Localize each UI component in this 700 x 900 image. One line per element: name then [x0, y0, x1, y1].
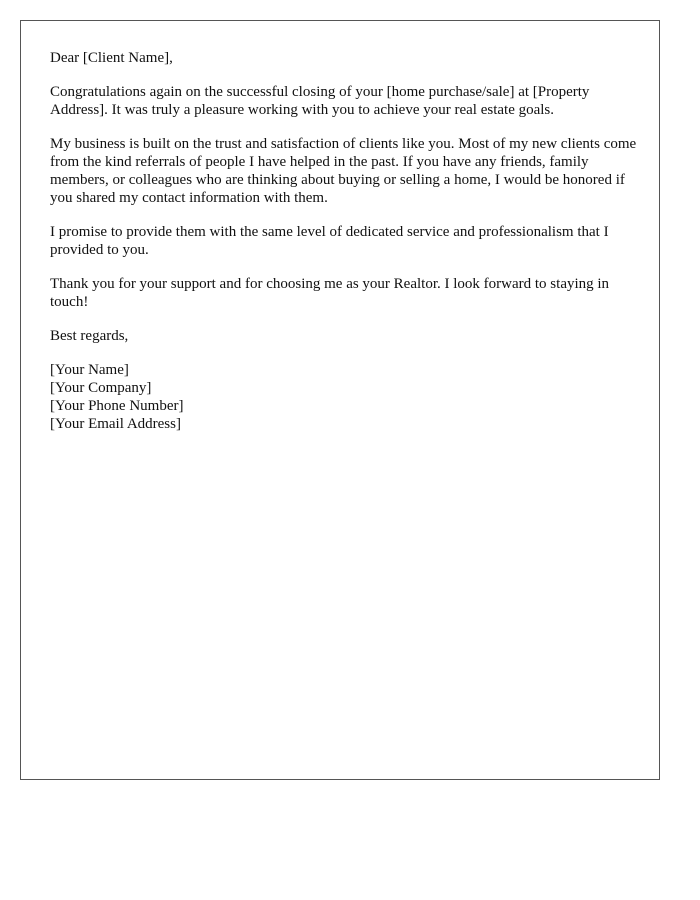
- signature-name: [Your Name]: [50, 362, 129, 378]
- paragraph-congratulations: Congratulations again on the successful closing of your [home purchase/sale] at [Property Address]. It was truly a pleasure working with you to achieve your real estate goals.: [50, 84, 590, 118]
- paragraph-thank-you: Thank you for your support and for choosing me as your Realtor. I look forward to staying in touch!: [50, 276, 610, 310]
- signature-company: [Your Company]: [50, 380, 152, 396]
- salutation: Dear [Client Name],: [50, 50, 173, 66]
- letter-page: [20, 20, 660, 780]
- signature-block: [50, 361, 640, 433]
- paragraph-promise: I promise to provide them with the same level of dedicated service and professionalism that I provided to you.: [50, 224, 609, 258]
- closing: Best regards,: [50, 328, 129, 344]
- letter-body: [50, 49, 640, 433]
- paragraph-referrals: My business is built on the trust and satisfaction of clients like you. Most of my new clients come from the kind referrals of people I have helped in the past. If you have any friends, family members, or colleagues who are thinking about buying or selling a home, I would be honored if you shared my contact information with them.: [50, 136, 637, 206]
- signature-email: [Your Email Address]: [50, 416, 181, 432]
- signature-phone: [Your Phone Number]: [50, 398, 184, 414]
